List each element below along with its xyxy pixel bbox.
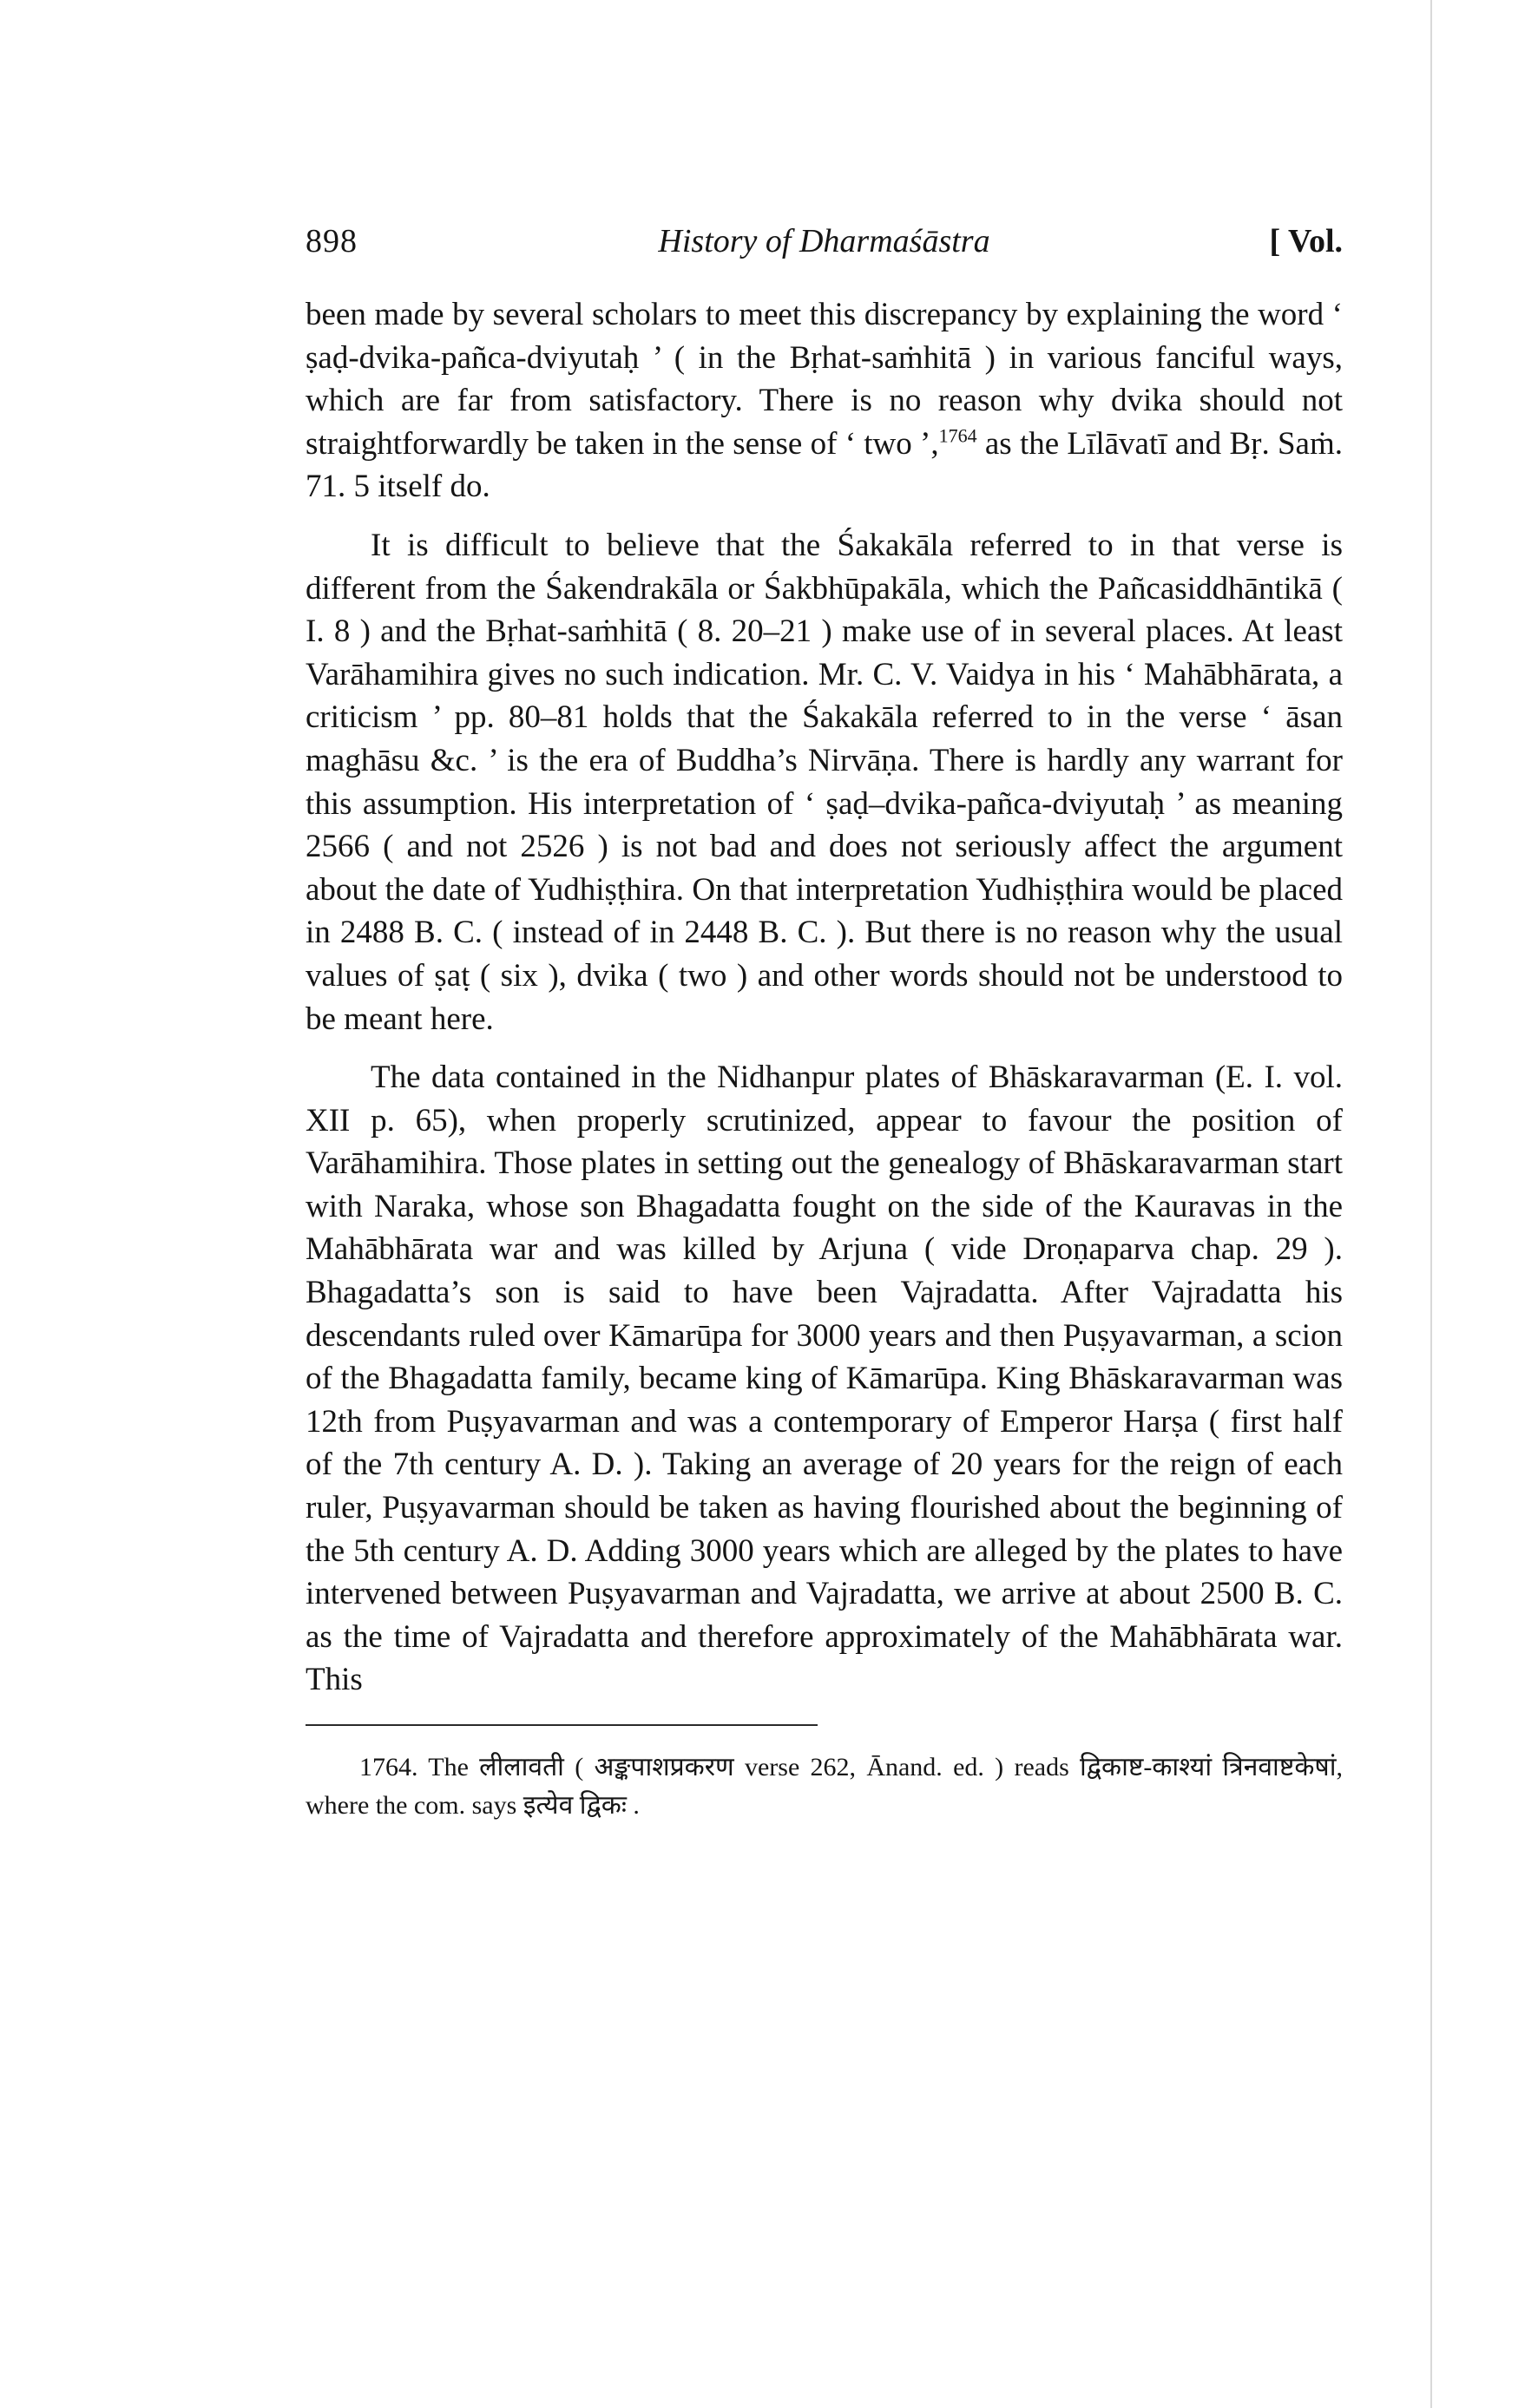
book-page <box>306 217 1343 1851</box>
paragraph-3: The data contained in the Nidhanpur plates of Bhāskaravarman (E. I. vol. XII p. 65), when properly scrutinized, appear to favour the position of Varāhamihira. Those plates in setting out the genealogy of Bhāskaravarman start with Naraka, whose son Bhagadatta fought on the side of the Kauravas in the Mahābhārata war and was killed by Arjuna ( vide Droṇaparva chap. 29 ). Bhagadatta’s son is said to have been Vajradatta. After Vajradatta his descendants ruled over Kāmarūpa for 3000 years and then Puṣyavarman, a scion of the Bhagadatta family, became king of Kāmarūpa. King Bhāskaravarman was 12th from Puṣyavarman and was a contemporary of Emperor Harṣa ( first half of the 7th century A. D. ). Taking an average of 20 years for the reign of each ruler, Puṣyavarman should be taken as having flourished about the beginning of the 5th century A. D. Adding 3000 years which are alleged by the plates to have intervened between Puṣyavarman and Vajradatta, we arrive at about 2500 B. C. as the time of Vajradatta and therefore approximately of the Mahābhārata war. This <box>306 1060 1343 1698</box>
paragraph-2: It is difficult to believe that the Śakakāla referred to in that verse is different from the Śakendrakāla or Śakbhūpakāla, which the Pañcasiddhāntikā ( I. 8 ) and the Bṛhat-saṁhitā ( 8. 20–21 ) make use of in several places. At least Varāhamihira gives no such indication. Mr. C. V. Vaidya in his ‘ Mahābhārata, a criticism ’ pp. 80–81 holds that the Śakakāla referred to in the verse ‘ āsan maghāsu &c. ’ is the era of Buddha’s Nirvāṇa. There is hardly any warrant for this assumption. His interpretation of ‘ ṣaḍ–dvika-pañca-dviyutaḥ ’ as meaning 2566 ( and not 2526 ) is not bad and does not seriously affect the argument about the date of Yudhiṣṭhira. On that interpretation Yudhiṣṭhira would be placed in 2488 B. C. ( instead of in 2448 B. C. ). But there is no reason why the usual values of ṣaṭ ( six ), dvika ( two ) and other words should not be understood to be meant here. <box>306 527 1343 1037</box>
paragraph-1-text: been made by several scholars to meet this discrepancy by explaining the word ‘ ṣaḍ-dvika-pañca-dviyutaḥ ’ ( in the Bṛhat-saṁhitā ) in various fanciful ways, which are far from satisfactory. There is no reason why dvika should not straightforwardly be taken in the sense of ‘ two ’, <box>306 297 1343 462</box>
running-title: History of Dharmaśāstra <box>658 223 990 259</box>
scan-margin-line <box>1430 0 1432 2408</box>
paragraph-1 <box>306 293 1343 509</box>
paragraph-1-tail: as the Līlāvatī and Bṛ. Saṁ. 71. 5 itself do. <box>306 425 1343 505</box>
volume-label: [ Vol. <box>1269 223 1343 259</box>
footnote-reference: 1764 <box>938 424 977 447</box>
page-number: 898 <box>306 223 358 259</box>
body-text <box>306 293 1343 1702</box>
footnote-1764: 1764. The लीलावती ( अङ्कपाशप्रकरण verse 262, Ānand. ed. ) reads द्विकाष्ट-काश्यां त्रिनवाष्टकेषां, where the com. says इत्येव द्विकः . <box>306 1753 1343 1820</box>
page-header <box>306 217 1343 269</box>
footnote-rule <box>306 1724 818 1726</box>
